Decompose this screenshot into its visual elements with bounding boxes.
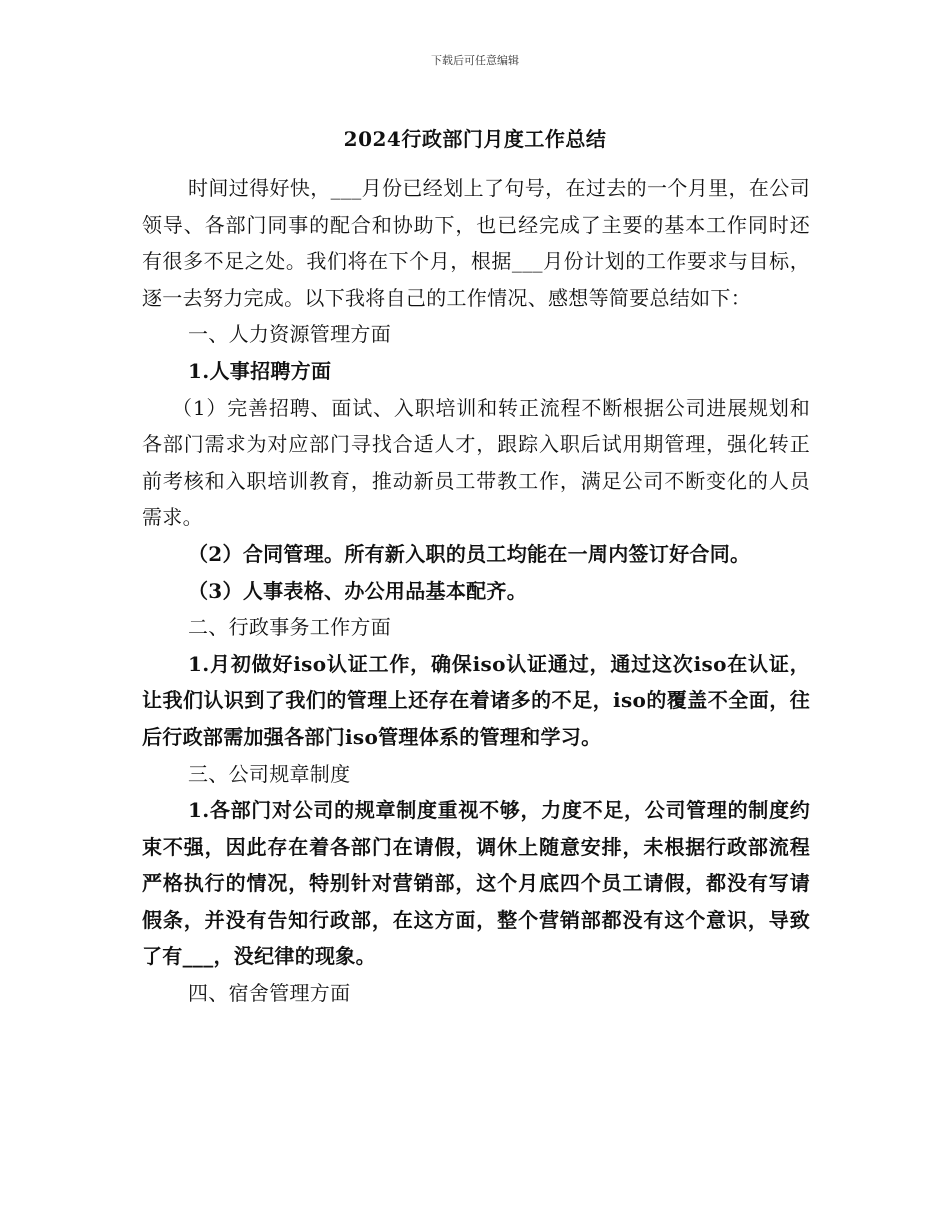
section-heading-rules: 三、公司规章制度 [188,761,351,786]
subheading-recruitment: 1.人事招聘方面 [188,358,332,383]
document-title: 2024行政部门月度工作总结 [343,127,607,151]
section-heading-admin: 二、行政事务工作方面 [188,615,391,640]
admin-item-1: 1.月初做好iso认证工作，确保iso认证通过，通过这次iso在认证，让我们认识到了我们的管理上还存在着诸多的不足，iso的覆盖不全面，往后行政部需加强各部门iso管理体系的管理和学习。 [142,651,810,749]
recruitment-item-2: （2）合同管理。所有新入职的员工均能在一周内签订好合同。 [188,541,751,566]
document-body [142,170,810,1012]
section-heading-hr: 一、人力资源管理方面 [188,322,391,347]
recruitment-item-1: （1）完善招聘、面试、入职培训和转正流程不断根据公司进展规划和各部门需求为对应部门寻找合适人才，跟踪入职后试用期管理，强化转正前考核和入职培训教育，推动新员工带教工作，满足公司不断变化的人员需求。 [142,395,810,530]
page-header-note: 下载后可任意编辑 [431,54,519,67]
section-heading-dormitory: 四、宿舍管理方面 [188,981,351,1006]
recruitment-item-3: （3）人事表格、办公用品基本配齐。 [188,578,528,603]
intro-paragraph: 时间过得好快，___月份已经划上了句号，在过去的一个月里，在公司领导、各部门同事的配合和协助下，也已经完成了主要的基本工作同时还有很多不足之处。我们将在下个月，根据___月份计划的工作要求与目标，逐一去努力完成。以下我将自己的工作情况、感想等简要总结如下： [142,176,810,310]
rules-item-1: 1.各部门对公司的规章制度重视不够，力度不足，公司管理的制度约束不强，因此存在着各部门在请假，调休上随意安排，未根据行政部流程严格执行的情况，特别针对营销部，这个月底四个员工请假，都没有写请假条，并没有告知行政部，在这方面，整个营销部都没有这个意识，导致了有___，没纪律的现象。 [142,798,810,969]
